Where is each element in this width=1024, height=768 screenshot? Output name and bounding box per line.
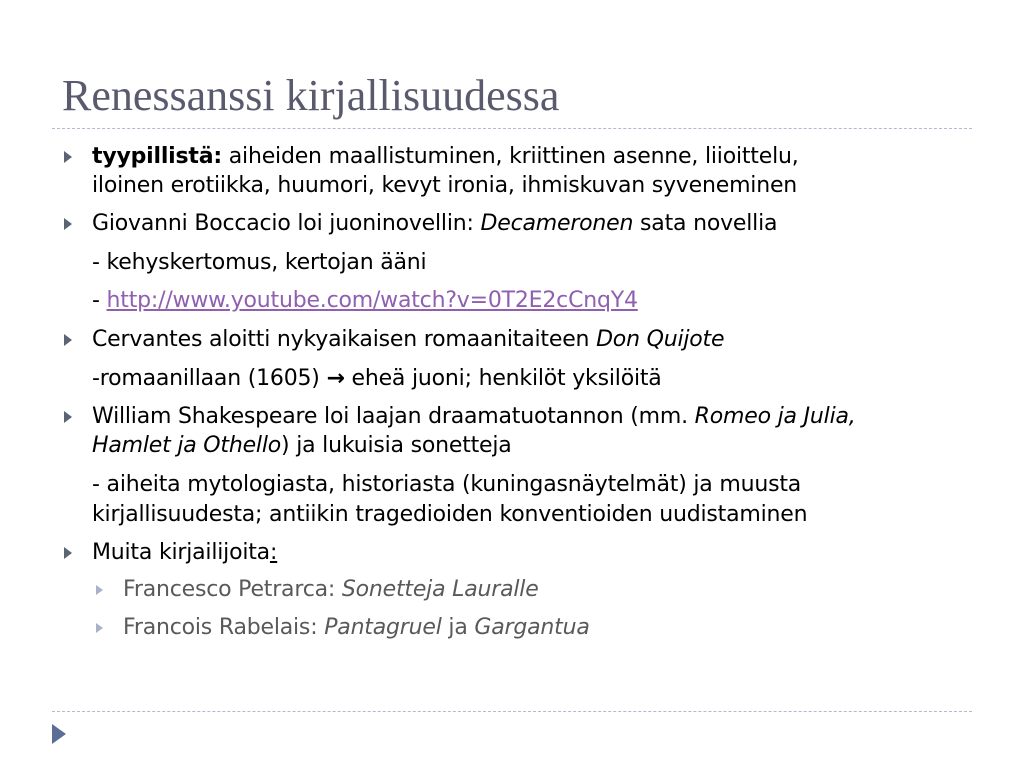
work-title-romeo-ja-julia: Romeo ja Julia,: [694, 404, 856, 429]
bullet-4-sub-line-2: kirjallisuudesta; antiikin tragedioiden konventioiden uudistaminen: [92, 502, 808, 527]
bullet-1-text: aiheiden maallistuminen, kriittinen asenne, liioittelu,: [221, 144, 799, 169]
bullet-5: [92, 538, 277, 568]
bullet-3-sub-text-b: eheä juoni; henkilöt yksilöitä: [344, 366, 662, 391]
bullet-1-line-2: iloinen erotiikka, huumori, kevyt ironia, ihmiskuvan syveneminen: [92, 173, 798, 198]
bullet-4-line-1: [92, 402, 856, 432]
bullet-4-text: William Shakespeare loi laajan draamatuotannon (mm.: [92, 404, 695, 429]
bullet-3-text: Cervantes aloitti nykyaikaisen romaanitaiteen: [92, 327, 597, 352]
bullet-2-text: Giovanni Boccacio loi juoninovellin:: [92, 211, 481, 236]
bullet-5-colon: :: [269, 540, 278, 565]
bullet-1-label: tyypillistä:: [92, 144, 222, 169]
bullet-2: [92, 209, 777, 239]
sub-bullet-2-text: Francois Rabelais:: [123, 615, 325, 640]
bullet-4-sub-line-1: - aiheita mytologiasta, historiasta (kuningasnäytelmät) ja muusta: [92, 472, 802, 497]
triangle-bullet-icon: [64, 218, 72, 230]
sub-bullet-2: [123, 613, 590, 643]
sub-triangle-bullet-icon: [96, 623, 103, 633]
work-title-hamlet-ja-othello: Hamlet ja Othello: [92, 433, 282, 458]
triangle-bullet-icon: [64, 151, 72, 163]
triangle-bullet-icon: [64, 547, 72, 559]
bullet-4-tail: ) ja lukuisia sonetteja: [281, 433, 512, 458]
work-title-decameronen: Decameronen: [480, 211, 634, 236]
bullet-2-sub-1: - kehyskertomus, kertojan ääni: [92, 250, 427, 275]
triangle-bullet-icon: [64, 411, 72, 423]
bullet-3-sub-text-a: -romaanillaan (1605): [92, 366, 327, 391]
work-title-gargantua: Gargantua: [474, 615, 590, 640]
sub-bullet-2-mid: ja: [441, 615, 475, 640]
footer-divider: [52, 711, 972, 712]
bullet-1-line-1: [92, 142, 799, 172]
link-prefix: -: [92, 288, 107, 313]
bullet-3-sub: [92, 364, 662, 394]
slide-title: Renessanssi kirjallisuudessa: [62, 71, 560, 120]
bullet-2-sub-2: [92, 286, 638, 316]
bullet-3: [92, 325, 724, 355]
bullet-5-text: Muita kirjailijoita: [92, 540, 270, 565]
right-arrow-icon: →: [326, 366, 345, 391]
work-title-sonetteja-lauralle: Sonetteja Lauralle: [341, 577, 539, 602]
youtube-link[interactable]: http://www.youtube.com/watch?v=0T2E2cCnqY4: [106, 288, 638, 313]
next-slide-icon[interactable]: [52, 724, 66, 744]
bullet-2-tail: sata novellia: [633, 211, 778, 236]
sub-bullet-1: [123, 575, 539, 605]
work-title-pantagruel: Pantagruel: [324, 615, 442, 640]
work-title-don-quijote: Don Quijote: [596, 327, 725, 352]
sub-triangle-bullet-icon: [96, 585, 103, 595]
sub-bullet-1-text: Francesco Petrarca:: [123, 577, 342, 602]
triangle-bullet-icon: [64, 334, 72, 346]
bullet-4-line-2: [92, 431, 512, 461]
